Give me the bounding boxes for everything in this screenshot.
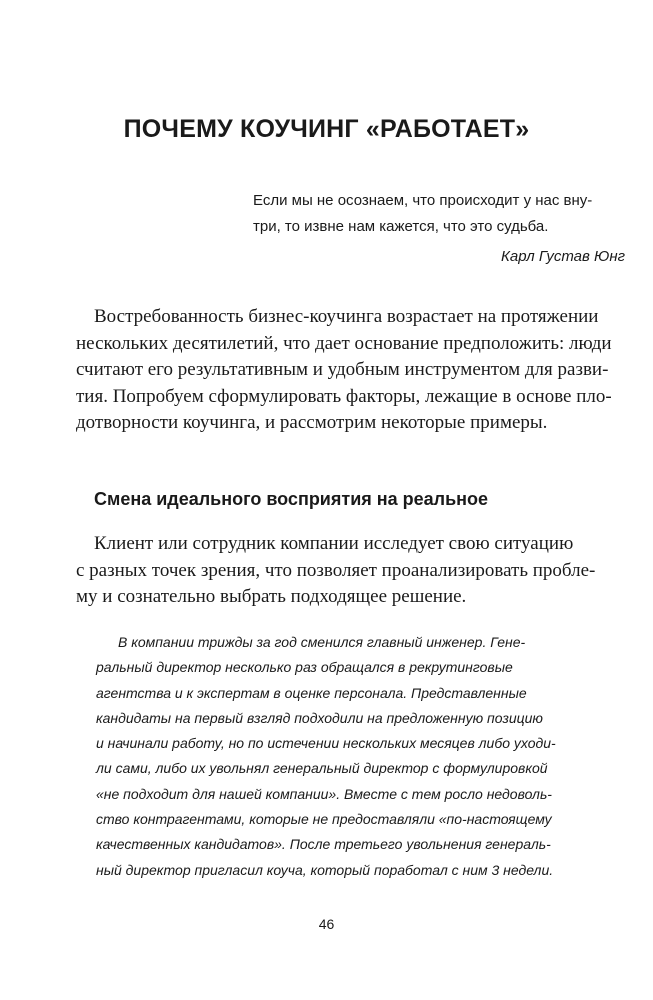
epigraph-line: Если мы не осознаем, что происходит у нас вну- (253, 192, 593, 209)
case-study-example (96, 630, 621, 883)
intro-line: нескольких десятилетий, что дает основание предположить: люди (76, 332, 612, 354)
intro-line: тия. Попробуем сформулировать факторы, лежащие в основе пло- (76, 385, 612, 407)
case-study-line: кандидаты на первый взгляд подходили на предложенную позицию (96, 709, 543, 726)
case-study-line: и начинали работу, но по истечении нескольких месяцев либо уходи- (96, 735, 556, 752)
chapter-title: ПОЧЕМУ КОУЧИНГ «РАБОТАЕТ» (123, 115, 530, 143)
page-number: 46 (318, 916, 335, 932)
case-study-line: В компании трижды за год сменился главный инженер. Гене- (118, 634, 526, 650)
section-line: му и сознательно выбрать подходящее решение. (76, 586, 467, 607)
section-heading: Смена идеального восприятия на реальное (94, 489, 489, 509)
intro-paragraph (76, 304, 621, 437)
intro-line: Востребованность бизнес-коучинга возрастает на протяжении (94, 306, 599, 327)
case-study-line: ный директор пригласил коуча, который поработал с ним 3 недели. (96, 861, 554, 878)
epigraph-line: три, то извне нам кажется, что это судьба. (253, 218, 549, 235)
epigraph (253, 188, 625, 270)
case-study-line: «не подходит для нашей компании». Вместе с тем росло недоволь- (96, 785, 552, 802)
section-paragraph (76, 531, 621, 611)
case-study-line: агентства и к экспертам в оценке персонала. Представленные (96, 684, 527, 701)
case-study-line: ли сами, либо их увольнял генеральный директор с формулировкой (96, 760, 548, 777)
case-study-line: ральный директор несколько раз обращался в рекрутинговые (96, 659, 513, 676)
section-line: Клиент или сотрудник компании исследует свою ситуацию (94, 533, 574, 554)
intro-line: считают его результативным и удобным инструментом для разви- (76, 359, 609, 380)
case-study-line: качественных кандидатов». После третьего увольнения генераль- (96, 836, 551, 853)
epigraph-author: Карл Густав Юнг (501, 248, 625, 265)
section-line: с разных точек зрения, что позволяет проанализировать пробле- (76, 559, 596, 581)
case-study-line: ство контрагентами, которые не предоставляли «по-настоящему (96, 811, 552, 828)
intro-line: дотворности коучинга, и рассмотрим некоторые примеры. (76, 412, 548, 433)
